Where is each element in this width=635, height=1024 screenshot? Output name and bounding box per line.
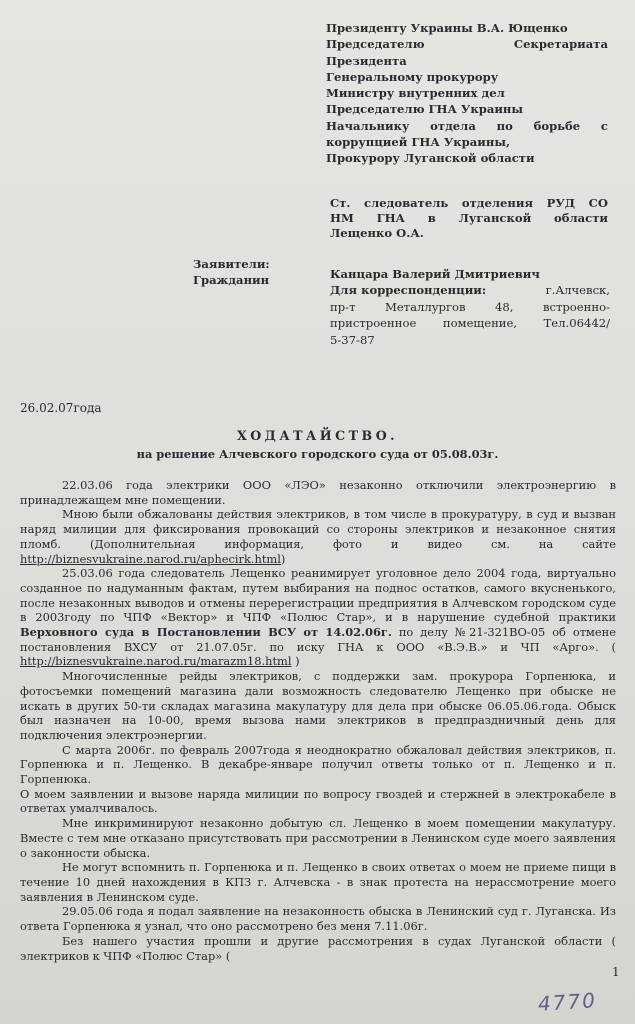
addressee-regional-prosecutor: Прокурору Луганской области — [326, 151, 535, 166]
addressee-block — [326, 20, 608, 167]
paragraph-9: 29.05.06 года я подал заявление на незаконность обыска в Ленинский суд г. Луганска. Из ответа Горпенюка я узнал, что оно рассмотрено без меня 7.11.06г. — [20, 904, 616, 934]
document-body — [20, 478, 616, 963]
paragraph-6: О моем заявлении и вызове наряда милиции по вопросу гвоздей и стержней в электрокабеле в ответах умалчивалось. — [20, 786, 616, 816]
address-premises: пристроенное помещение, Тел.06442/ — [330, 316, 610, 331]
handwritten-note: 4770 — [537, 987, 598, 1017]
investigator-name: Лещенко О.А. — [330, 226, 424, 240]
paragraph-7: Мне инкриминируют незаконно добытую сл. Лещенко в моем помещении макулатуру. Вместе с тем мне отказано присутствовать при рассмотрении в Ленинском суде моего заявления о законности обыска. — [20, 816, 616, 860]
document-date: 26.02.07года — [20, 401, 102, 415]
correspondence-label: Для корреспонденции: — [330, 283, 487, 298]
address-city: г.Алчевск, — [545, 283, 610, 298]
paragraph-3-text-b: по делу №21-321ВО-05 об отмене постановления ВХСУ от 21.07.05г. по иску ГНА к ООО «В.Э.В.» и ЧП «Арго». ( — [20, 625, 616, 654]
addressee-prosecutor-general: Генеральному прокурору — [326, 69, 499, 84]
document-title: ХОДАТАЙСТВО. — [236, 428, 399, 443]
paragraph-1: 22.03.06 года электрики ООО «ЛЭО» незаконно отключили электроэнергию в принадлежащем мне помещении. — [20, 478, 616, 507]
applicants-heading-block — [193, 256, 270, 288]
website-link-marazm18[interactable]: http://biznesvukraine.narod.ru/marazm18.html — [20, 654, 292, 669]
applicant-name: Канцара Валерий Дмитриевич — [330, 267, 540, 281]
addressee-tax-chairman: Председателю ГНА Украины — [326, 102, 524, 117]
paragraph-8: Не могут вспомнить п. Горпенюка и п. Лещенко в своих ответах о моем не приеме пищи в течение 10 дней нахождения в КПЗ г. Алчевска - в знак протеста на нерассмотрение моего заявления в Ленинском суде. — [20, 860, 616, 904]
supreme-court-reference: Верховного суда в Постановлении ВСУ от 14.02.06г. — [20, 625, 392, 640]
paragraph-3-close: ) — [295, 654, 300, 669]
address-street: пр-т Металлургов 48, встроенно- — [330, 299, 610, 314]
addressee-president: Президенту Украины В.А. Ющенко — [326, 21, 568, 35]
document-subtitle: на решение Алчевского городского суда от 05.08.03г. — [136, 447, 499, 461]
paragraph-2-close: ) — [280, 551, 286, 566]
addressee-president-office: Президента — [326, 53, 407, 68]
correspondence-row — [330, 282, 610, 298]
address-phone: 5-37-87 — [330, 332, 375, 347]
paragraph-5: С марта 2006г. по февраль 2007года я неоднократно обжаловал действия электриков, п. Горпенюка и п. Лещенко. В декабре-январе получил ответы только от п. Лещенко и п. Горпенюка. — [20, 742, 616, 787]
addressee-anticorruption-head: Начальнику отдела по борьбе с — [326, 118, 608, 133]
paragraph-4: Многочисленные рейды электриков, с поддержки зам. прокурора Горпенюка, и фотосъемки помещений магазина дали возможность следователю Лещенко при обыске не искать в других 50-ти складах магазина макулатуру для дела при обыске 06.05.06.года. Обыск был назначен на 10-00, время вызова нами электриков в предпраздничный день для подключения электроэнергии. — [20, 669, 616, 742]
applicant-details — [330, 266, 610, 348]
paragraph-2 — [20, 507, 616, 566]
addressee-secretariat-row — [326, 36, 608, 52]
investigator-block — [330, 196, 608, 241]
applicant-label: Гражданин — [193, 273, 270, 287]
investigator-line-1: Ст. следователь отделения РУД СО — [330, 196, 608, 210]
website-link-aphecirk[interactable]: http://biznesvukraine.narod.ru/aphecirk.html — [20, 551, 281, 566]
addressee-chairman: Председателю — [326, 37, 425, 52]
paragraph-3 — [20, 566, 616, 669]
addressee-secretariat: Секретариата — [513, 37, 608, 52]
paragraph-10: Без нашего участия прошли и другие рассмотрения в судах Луганской области ( электриков к ЧПФ «Полюс Стар» ( — [20, 933, 616, 963]
addressee-interior-minister: Министру внутренних дел — [326, 86, 505, 101]
paragraph-3-text-a: 25.03.06 года следователь Лещенко реанимирует уголовное дело 2004 года, виртуально созданное по надуманным фактам, путем выбирания на поднос остатков, самого вкусненького, после незаконных выводов и отмены перерегистрации предприятия в Алчевском городском суде в 2003году по ЧПФ «Вектор» и ЧПФ «Полюс Стар», и в нарушение судебной практики — [20, 566, 616, 625]
paragraph-2-text: Мною были обжалованы действия электриков, в том числе в прокуратуру, в суд и вызван наряд милиции для фиксирования провокаций со стороны электриков и незаконное снятия пломб. (Дополнительная информация, фото и видео см. на сайте — [20, 507, 616, 551]
page-number: 1 — [612, 965, 620, 979]
addressee-anticorruption-dept: коррупцией ГНА Украины, — [326, 135, 510, 150]
investigator-line-2: НМ ГНА в Луганской области — [330, 211, 608, 225]
applicants-heading: Заявители: — [193, 257, 270, 271]
